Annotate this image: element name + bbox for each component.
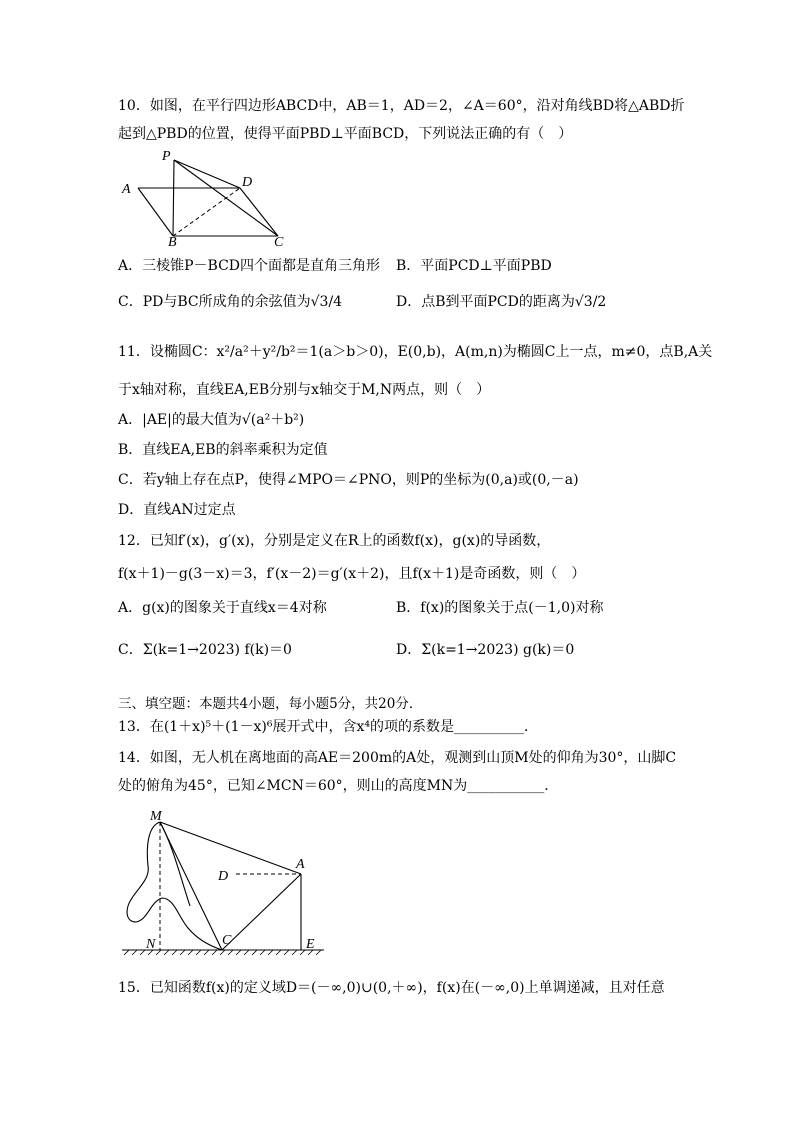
q12-option-b: B．f(x)的图象关于点(－1,0)对称 [396, 600, 604, 616]
q11-line2: 于x轴对称，直线EA,EB分别与x轴交于M,N两点，则（ ） [118, 382, 491, 398]
q12-option-a: A．g(x)的图象关于直线x＝4对称 [118, 600, 327, 616]
q15-text: 15．已知函数f(x)的定义域D＝(－∞,0)∪(0,＋∞)，f(x)在(－∞,0)上单调递减，且对任意 [118, 980, 665, 996]
q10-option-a: A．三棱锥P－BCD四个面都是直角三角形 [118, 258, 381, 274]
section-3-heading: 三、填空题：本题共4小题，每小题5分，共20分． [118, 696, 423, 712]
q11-option-c: C．若y轴上存在点P，使得∠MPO＝∠PNO，则P的坐标为(0,a)或(0,－a) [118, 472, 579, 488]
q11-option-b: B．直线EA,EB的斜率乘积为定值 [118, 442, 328, 458]
q11-option-d: D．直线AN过定点 [118, 502, 236, 518]
q12-line1: 12．已知f′(x)，g′(x)，分别是定义在R上的函数f(x)，g(x)的导函数， [118, 533, 551, 549]
q10-option-c: C．PD与BC所成角的余弦值为√3/4 [118, 294, 343, 310]
q10-label-d: D [242, 175, 253, 190]
q10-line1: 10．如图，在平行四边形ABCD中，AB＝1，AD＝2，∠A＝60°，沿对角线BD将△ABD折 [118, 98, 685, 114]
q14-label-n: N [146, 937, 156, 952]
q10-label-p: P [162, 149, 171, 164]
q14-line1: 14．如图，无人机在离地面的高AE＝200m的A处，观测到山顶M处的仰角为30°，山脚C [118, 750, 677, 766]
q12-option-d: D．Σ(k=1→2023) g(k)＝0 [396, 642, 575, 658]
q11-line1: 11．设椭圆C：x²/a²＋y²/b²＝1(a＞b＞0)，E(0,b)，A(m,n)为椭圆C上一点，m≠0，点B,A关 [118, 344, 713, 360]
q10-label-c: C [274, 235, 284, 248]
q12-option-c: C．Σ(k=1→2023) f(k)＝0 [118, 642, 292, 658]
q10-option-d: D．点B到平面PCD的距离为√3/2 [396, 294, 607, 310]
q14-mountain-figure [118, 806, 328, 956]
q14-label-c: C [222, 933, 232, 948]
q14-label-a: A [296, 857, 305, 872]
q14-line2: 处的俯角为45°，已知∠MCN＝60°，则山的高度MN为___________. [118, 778, 549, 794]
q13-text: 13．在(1＋x)⁵＋(1－x)⁶展开式中，含x⁴的项的系数是__________． [118, 719, 538, 735]
q10-option-b: B．平面PCD⊥平面PBD [396, 258, 552, 274]
q10-line2: 起到△PBD的位置，使得平面PBD⊥平面BCD，下列说法正确的有（ ） [118, 126, 573, 142]
q12-line2: f(x＋1)－g(3－x)＝3，f′(x－2)＝g′(x＋2)，且f(x＋1)是奇函数，则（ ） [118, 566, 586, 582]
q10-label-b: B [168, 235, 177, 248]
q11-option-a: A．|AE|的最大值为√(a²＋b²) [118, 412, 305, 428]
q14-label-e: E [306, 937, 315, 952]
q10-label-a: A [122, 182, 131, 197]
q14-label-m: M [150, 809, 162, 824]
q10-parallelogram-figure [118, 148, 308, 248]
q14-label-d: D [218, 869, 229, 884]
